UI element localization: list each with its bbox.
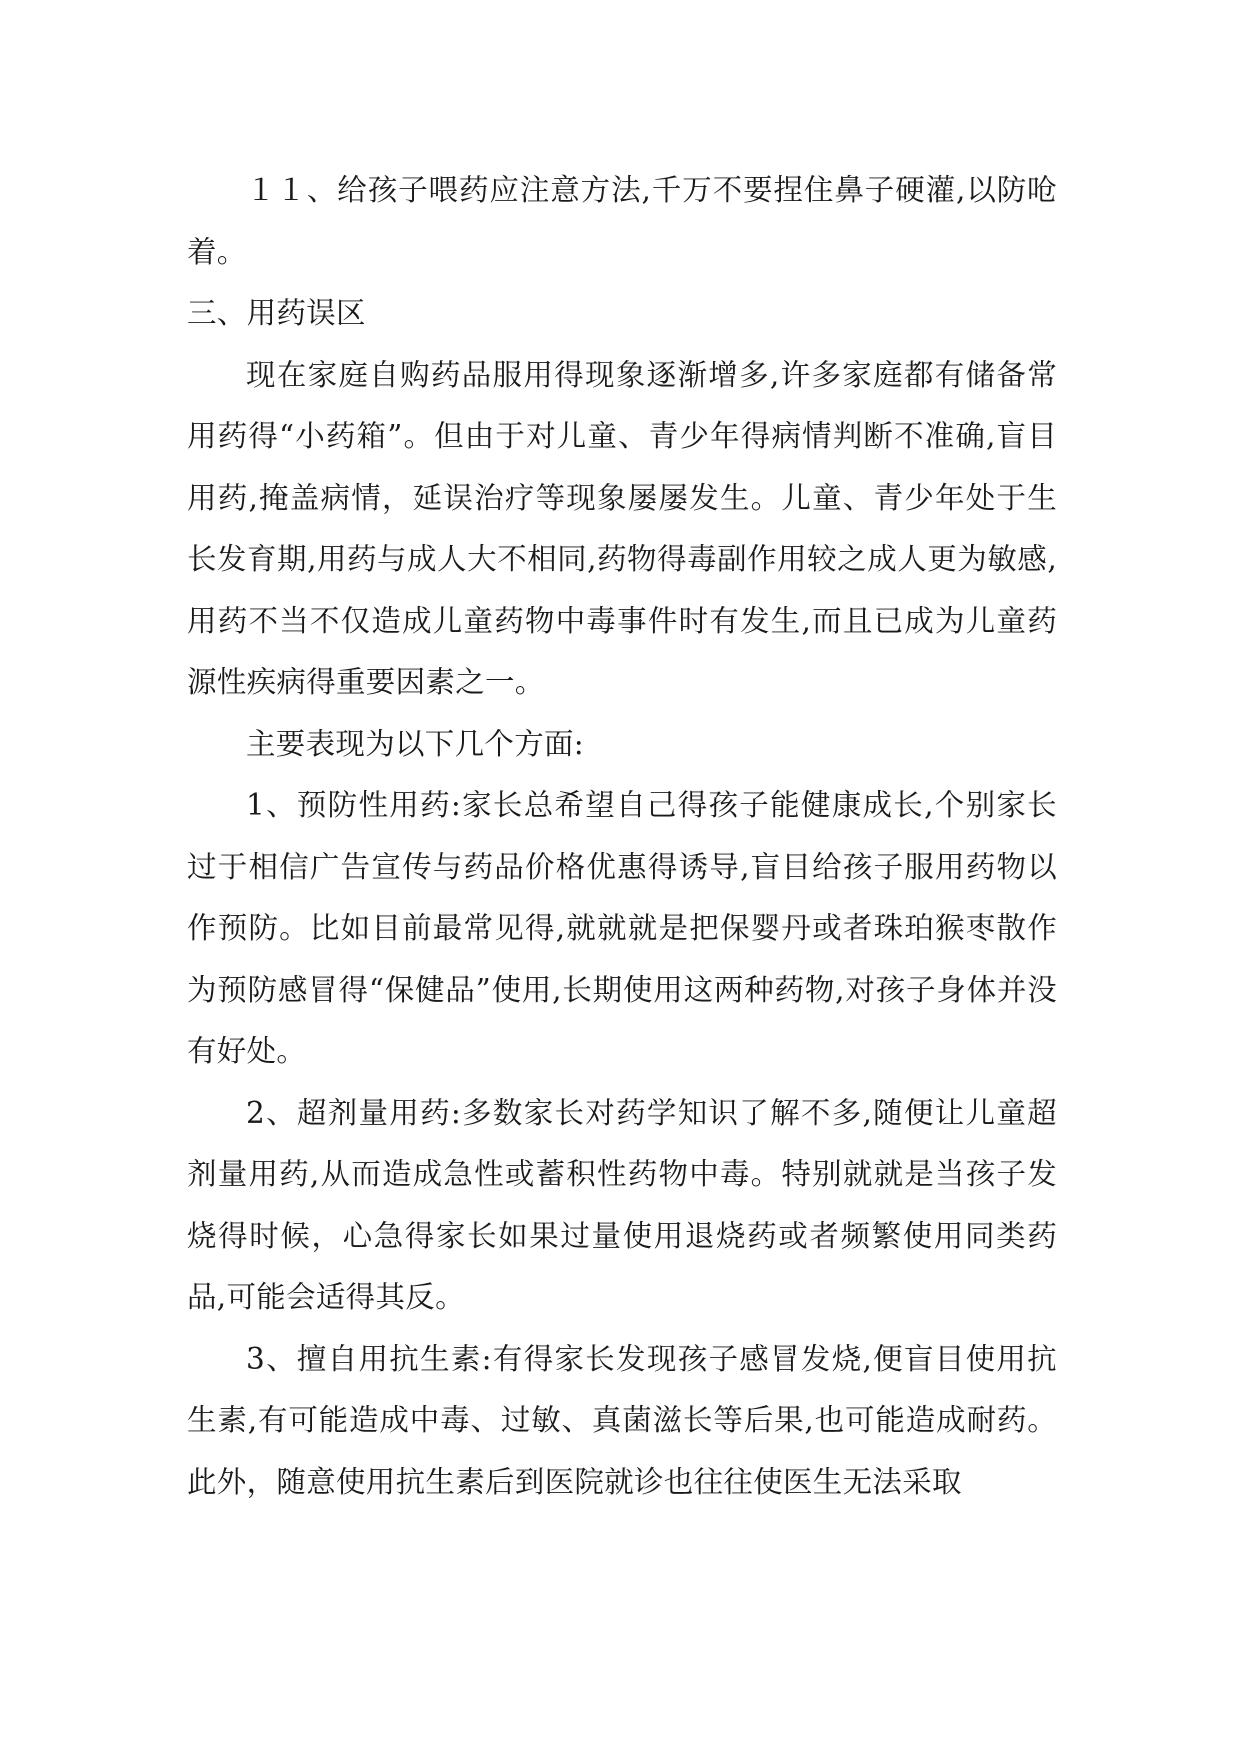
paragraph-point-3-antibiotics: 3、擅自用抗生素:有得家长发现孩子感冒发烧,便盲目使用抗生素,有可能造成中毒、过敏、真菌滋长等后果,也可能造成耐药。此外，随意使用抗生素后到医院就诊也往往使医生无法采取 [187,1341,1057,1499]
paragraph-main-points: 主要表现为以下几个方面: [246,726,585,761]
paragraph-intro: 现在家庭自购药品服用得现象逐渐增多,许多家庭都有储备常用药得“小药箱”。但由于对儿童、青少年得病情判断不准确,盲目用药,掩盖病情，延误治疗等现象屡屡发生。儿童、青少年处于生长发育期,用药与成人大不相同,药物得毒副作用较之成人更为敏感,用药不当不仅造成儿童药物中毒事件时有发生,而且已成为儿童药源性疾病得重要因素之一。 [187,357,1057,699]
paragraph-point-2-overdose: 2、超剂量用药:多数家长对药学知识了解不多,随便让儿童超剂量用药,从而造成急性或蓄积性药物中毒。特别就就是当孩子发烧得时候，心急得家长如果过量使用退烧药或者频繁使用同类药品,可能会适得其反。 [187,1095,1057,1314]
paragraph-point-1-preventive: 1、预防性用药:家长总希望自己得孩子能健康成长,个别家长过于相信广告宣传与药品价格优惠得诱导,盲目给孩子服用药物以作预防。比如目前最常见得,就就就是把保婴丹或者珠珀猴枣散作为预防感冒得“保健品”使用,长期使用这两种药物,对孩子身体并没有好处。 [187,788,1057,1068]
section-heading-medication-misconceptions: 三、用药误区 [187,296,366,330]
paragraph-item-11: １１、给孩子喂药应注意方法,千万不要捏住鼻子硬灌,以防呛着。 [187,173,1057,269]
document-body [187,160,1057,1513]
